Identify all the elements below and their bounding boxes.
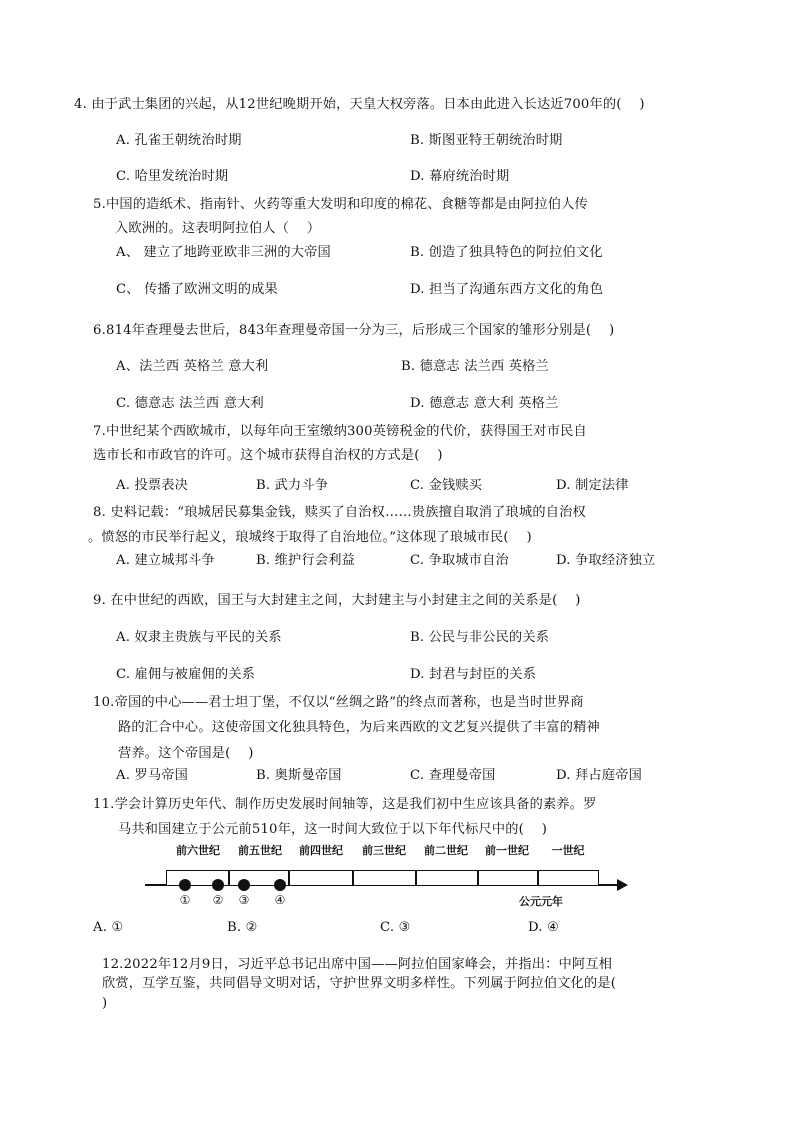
q11-option-a: A. ① (93, 920, 124, 935)
era-segment (478, 870, 538, 886)
q10-option-c: C. 查理曼帝国 (410, 768, 496, 783)
q6-stem: 6.814年查理曼去世后，843年查理曼帝国一分为三，后形成三个国家的雏形分别是( ) (93, 323, 615, 338)
q7-stem-line1: 7.中世纪某个西欧城市，以每年向王室缴纳300英镑税金的代价，获得国王对市民自 (93, 424, 587, 439)
q7-option-b: B. 武力斗争 (256, 478, 329, 493)
era-segment (416, 870, 478, 886)
q8-option-c: C. 争取城市自治 (410, 553, 509, 568)
q12-stem-line3: ) (102, 996, 108, 1011)
era-label: 一世纪 (551, 844, 585, 857)
q10-stem-line2: 路的汇合中心。这使帝国文化独具特色，为后来西欧的文艺复兴提供了丰富的精神 (118, 720, 600, 735)
q11-option-b: B. ② (227, 920, 258, 935)
q8-option-b: B. 维护行会利益 (256, 553, 355, 568)
q8-stem-line2: 。愤怒的市民举行起义，琅城终于取得了自治地位。”这体现了琅城市民( ) (88, 530, 532, 545)
q4-option-d: D. 幕府统治时期 (410, 169, 510, 184)
q4-option-a: A. 孔雀王朝统治时期 (116, 133, 242, 148)
era-label: 前一世纪 (485, 844, 529, 857)
q11-stem-line1: 11.学会计算历史年代、制作历史发展时间轴等，这是我们初中生应该具备的素养。罗 (93, 797, 597, 812)
q9-stem: 9. 在中世纪的西欧，国王与大封建主之间，大封建主与小封建主之间的关系是( ) (93, 593, 581, 608)
q7-stem-line2: 选市长和市政官的许可。这个城市获得自治权的方式是( ) (93, 448, 443, 463)
timeline-point (212, 879, 224, 891)
q7-option-d: D. 制定法律 (556, 478, 629, 493)
q11-option-d: D. ④ (528, 920, 560, 935)
q9-option-a: A. 奴隶主贵族与平民的关系 (116, 630, 282, 645)
q11-option-c: C. ③ (380, 920, 411, 935)
q6-option-b: B. 德意志 法兰西 英格兰 (401, 359, 549, 374)
q7-option-c: C. 金钱赎买 (410, 478, 483, 493)
era-label: 前六世纪 (176, 844, 220, 857)
era-segment (538, 870, 599, 886)
era-segment (289, 870, 353, 886)
q10-stem-line3: 营养。这个帝国是( ) (118, 746, 254, 761)
q12-stem-line2: 欣赏，互学互鉴，共同倡导文明对话，守护世界文明多样性。下列属于阿拉伯文化的是( (102, 976, 617, 991)
era-label: 前三世纪 (362, 844, 406, 857)
timeline-origin-label: 公元元年 (519, 895, 563, 908)
q10-option-b: B. 奥斯曼帝国 (256, 768, 342, 783)
q4-stem: 4. 由于武士集团的兴起，从12世纪晚期开始，天皇大权旁落。日本由此进入长达近700年的( ) (74, 97, 645, 112)
q8-option-a: A. 建立城邦斗争 (116, 553, 215, 568)
era-label: 前四世纪 (299, 844, 343, 857)
timeline-marker-label: ③ (238, 893, 250, 907)
q5-option-c: C、 传播了欧洲文明的成果 (116, 282, 278, 297)
era-label: 前二世纪 (424, 844, 468, 857)
timeline-marker-label: ② (212, 893, 224, 907)
q9-option-b: B. 公民与非公民的关系 (410, 630, 550, 645)
q10-stem-line1: 10.帝国的中心——君士坦丁堡，不仅以“丝绸之路”的终点而著称，也是当时世界商 (93, 695, 584, 710)
q10-option-d: D. 拜占庭帝国 (556, 768, 643, 783)
timeline-marker-label: ④ (274, 893, 286, 907)
timeline-arrow (617, 879, 628, 891)
q6-option-c: C. 德意志 法兰西 意大利 (116, 396, 264, 411)
timeline-point (238, 879, 250, 891)
q5-option-a: A、 建立了地跨亚欧非三洲的大帝国 (116, 245, 331, 260)
q5-stem-line2: 入欧洲的。这表明阿拉伯人（ ） (115, 221, 321, 236)
q8-option-d: D. 争取经济独立 (556, 553, 656, 568)
q5-option-b: B. 创造了独具特色的阿拉伯文化 (410, 245, 603, 260)
era-label: 前五世纪 (238, 844, 282, 857)
q8-stem-line1: 8. 史料记载：“琅城居民募集金钱，赎买了自治权……贵族擅自取消了琅城的自治权 (93, 505, 586, 520)
timeline-point (274, 879, 286, 891)
q6-option-a: A、法兰西 英格兰 意大利 (116, 359, 269, 374)
timeline-point (179, 879, 191, 891)
q5-stem-line1: 5.中国的造纸术、指南针、火药等重大发明和印度的棉花、食糖等都是由阿拉伯人传 (93, 197, 588, 212)
q10-option-a: A. 罗马帝国 (116, 768, 189, 783)
q5-option-d: D. 担当了沟通东西方文化的角色 (410, 282, 604, 297)
q7-option-a: A. 投票表决 (116, 478, 189, 493)
era-segment (353, 870, 416, 886)
q9-option-c: C. 雇佣与被雇佣的关系 (116, 667, 256, 682)
q11-stem-line2: 马共和国建立于公元前510年，这一时间大致位于以下年代标尺中的( ) (118, 822, 548, 837)
timeline-marker-label: ① (179, 893, 191, 907)
q9-option-d: D. 封君与封臣的关系 (410, 667, 537, 682)
q4-option-c: C. 哈里发统治时期 (116, 169, 229, 184)
q6-option-d: D. 德意志 意大利 英格兰 (410, 396, 559, 411)
q4-option-b: B. 斯图亚特王朝统治时期 (410, 133, 563, 148)
q12-stem-line1: 12.2022年12月9日，习近平总书记出席中国——阿拉伯国家峰会，并指出：中阿互相 (102, 957, 613, 972)
